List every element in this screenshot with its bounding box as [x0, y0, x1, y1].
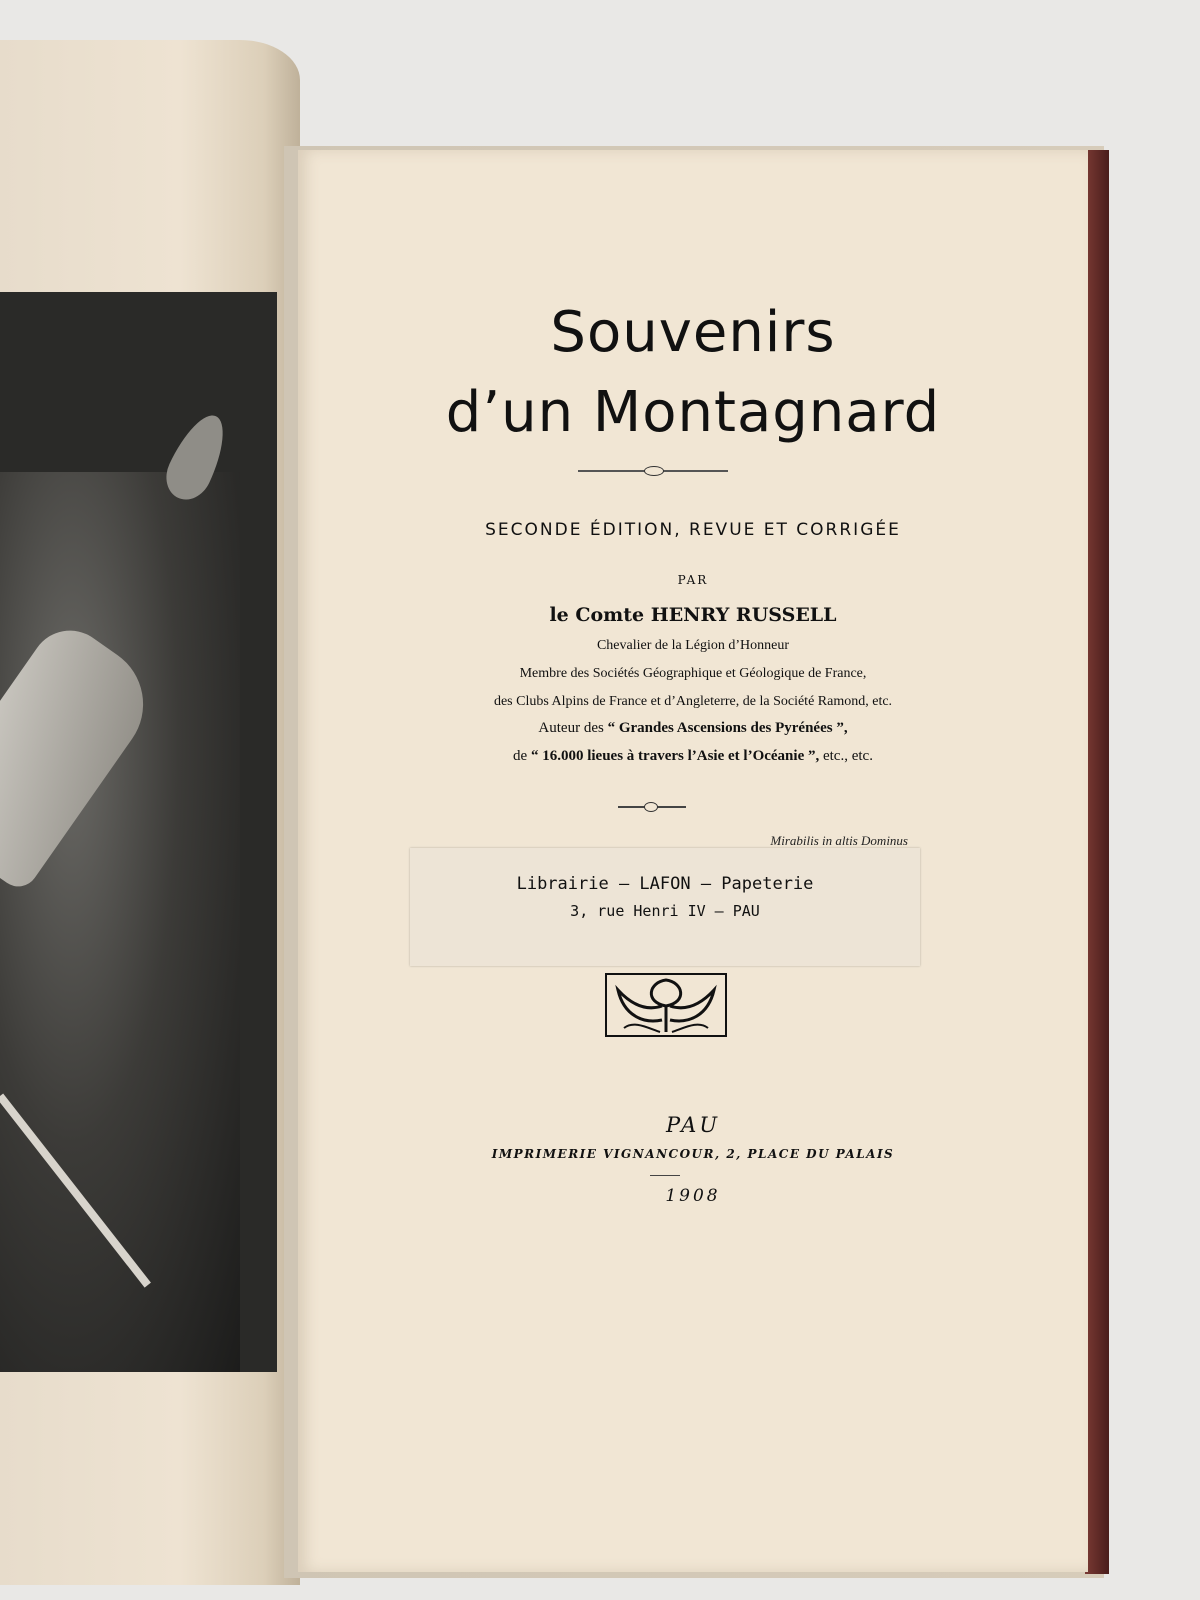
photo-rock: [0, 472, 240, 1372]
bookseller-label: [410, 848, 920, 966]
author-role: Chevalier de la Légion d’Honneur: [596, 638, 790, 653]
other-works-line: [298, 720, 1088, 737]
author-name: le Comte HENRY RUSSELL: [549, 604, 837, 626]
par-label: PAR: [677, 573, 709, 587]
frontispiece-photograph: [0, 292, 277, 1372]
edition-statement: SECONDE ÉDITION, REVUE ET CORRIGÉE: [485, 520, 901, 540]
works-prefix: de: [513, 748, 531, 764]
motto: Mirabilis in altis Dominus: [770, 833, 908, 848]
imprint-rule: [650, 1175, 680, 1176]
work-title: “ 16.000 lieues à travers l’Asie et l’Océanie ”,: [530, 748, 820, 764]
work-title: “ Grandes Ascensions des Pyrénées ”,: [607, 720, 848, 736]
printer-imprint: IMPRIMERIE VIGNANCOUR, 2, PLACE DU PALAIS: [491, 1147, 895, 1161]
other-works-line: [298, 748, 1088, 765]
publication-city: PAU: [665, 1113, 721, 1137]
book-title-line2: d’un Montagnard: [445, 380, 941, 445]
ornamental-rule-knot: [644, 466, 664, 476]
works-suffix: etc., etc.: [819, 748, 873, 764]
author-role: Membre des Sociétés Géographique et Géologique de France,: [519, 666, 867, 681]
book-title-line1: Souvenirs: [550, 300, 836, 365]
floral-vignette-icon: [604, 972, 728, 1038]
cover-edge: [1085, 150, 1109, 1574]
bookseller-label-line1: Librairie — LAFON — Papeterie: [516, 874, 814, 894]
author-role: des Clubs Alpins de France et d’Angleterre, de la Société Ramond, etc.: [493, 694, 893, 709]
title-page: [298, 150, 1088, 1572]
works-prefix: Auteur des: [538, 720, 608, 736]
small-ornamental-rule-knot: [644, 802, 658, 812]
bookseller-label-line2: 3, rue Henri IV — PAU: [570, 902, 760, 920]
left-page: [0, 40, 300, 1585]
publication-year: 1908: [665, 1186, 721, 1206]
